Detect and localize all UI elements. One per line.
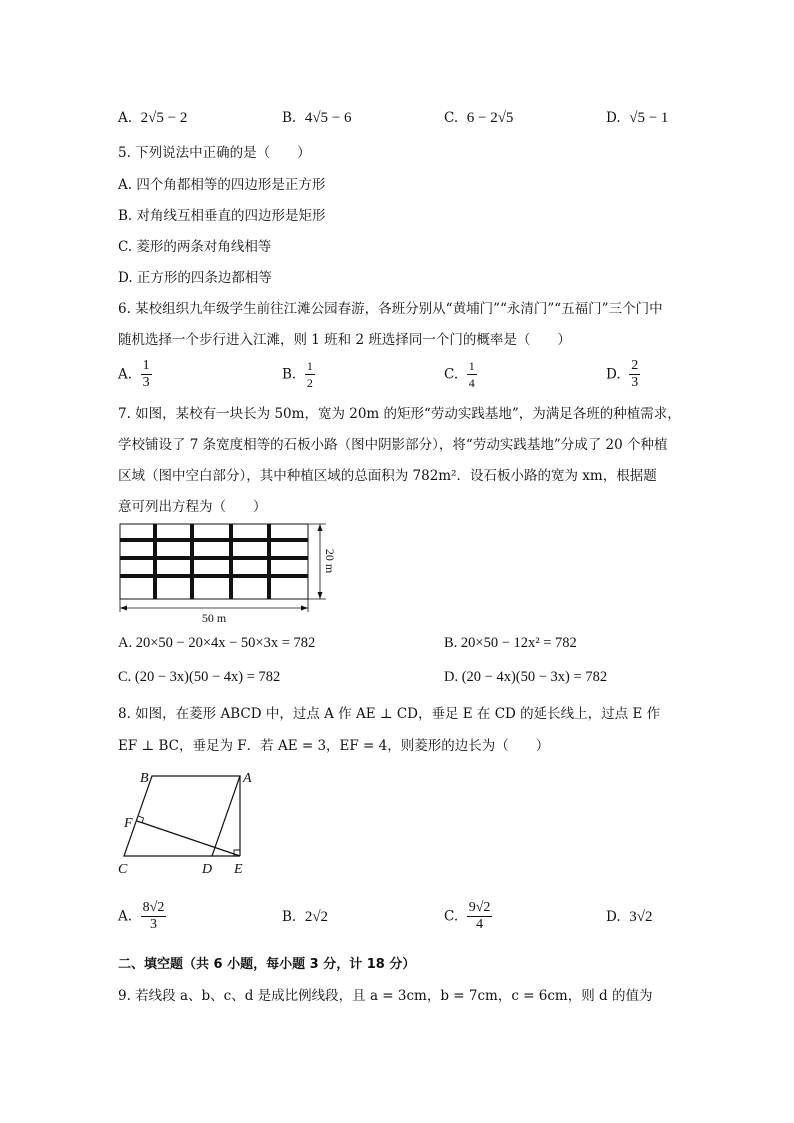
q6-option-c: C. $\frac{1}{4}$ [444,359,475,390]
q6-option-b: B. $\frac{1}{2}$ [282,359,313,390]
q4-option-a-expr: 2√5 − 2 [140,110,188,126]
q7-stem-line2: 学校铺设了 7 条宽度相等的石板小路（图中阴影部分），将“劳动实践基地”分成了 20 个种植 [118,437,668,453]
q8-label-e: E [234,862,243,877]
q7-option-d: D. (20 − 4x)(50 − 3x) = 782 [444,669,608,685]
q7-grid-figure [112,518,342,628]
q5-option-d: D. 正方形的四条边都相等 [118,270,272,286]
q7-path-horizontal-1 [120,538,308,542]
q4-option-d: D. √5 − 1 [606,110,669,126]
q8-option-c-fraction: $\frac{9√2}{4}$ [468,900,491,932]
q7-width-label: 50 m [201,611,227,625]
q8-label-a: A [243,771,252,786]
q4-option-a: A. 2√5 − 2 [118,110,188,126]
q8-option-b-expr: 2√2 [304,909,329,925]
q5-stem: 5. 下列说法中正确的是（ ） [118,145,311,161]
q8-label-f: F [124,816,133,831]
q6-option-b-fraction: $\frac{1}{2}$ [306,359,313,390]
q8-label-d: D [202,862,213,877]
q8-stem-line1: 8. 如图，在菱形 ABCD 中，过点 A 作 AE ⊥ CD，垂足 E 在 CD 的延长线上，过点 E 作 [118,706,661,722]
q6-option-d-fraction: $\frac{2}{3}$ [631,358,639,390]
q7-path-vertical-2 [190,524,194,599]
q8-option-d: D. 3√2 [606,909,653,925]
q4-option-d-expr: √5 − 1 [629,110,669,126]
q8-option-a: A. $\frac{8√2}{3}$ [118,900,165,932]
q7-option-a: A. 20×50 − 20×4x − 50×3x = 782 [118,635,316,651]
q6-stem-line1: 6. 某校组织九年级学生前往江滩公园春游，各班分别从“黄埔门”“永清门”“五福门”三个门中 [118,301,663,317]
q7-stem-line3: 区域（图中空白部分），其中种植区域的总面积为 782m²．设石板小路的宽为 xm，根据题 [118,468,657,484]
q8-option-c: C. $\frac{9√2}{4}$ [444,900,491,932]
q7-path-horizontal-3 [120,574,308,578]
q9-stem: 9. 若线段 a、b、c、d 是成比例线段，且 a = 3cm，b = 7cm，c = 6cm，则 d 的值为 [118,988,653,1004]
q4-option-b-expr: 4√5 − 6 [304,110,352,126]
q6-option-a-fraction: $\frac{1}{3}$ [142,358,150,390]
q4-option-c-expr: 6 − 2√5 [466,110,514,126]
q6-option-c-fraction: $\frac{1}{4}$ [468,359,475,390]
q4-option-c: C. 6 − 2√5 [444,110,514,126]
q8-option-d-expr: 3√2 [629,909,653,925]
q7-path-vertical-1 [153,524,157,599]
q8-stem-line2: EF ⊥ BC，垂足为 F．若 AE = 3，EF = 4，则菱形的边长为（ ） [118,738,550,754]
q5-option-a: A. 四个角都相等的四边形是正方形 [118,177,326,193]
q4-option-b: B. 4√5 − 6 [282,110,352,126]
q7-path-vertical-3 [229,524,233,599]
q8-segment-ef [137,821,240,856]
q8-option-a-fraction: $\frac{8√2}{3}$ [142,900,165,932]
q6-option-a: A. $\frac{1}{3}$ [118,358,150,390]
q5-option-c: C. 菱形的两条对角线相等 [118,239,272,255]
q7-height-label: 20 m [323,548,337,574]
q7-path-vertical-4 [267,524,271,599]
q5-option-b: B. 对角线互相垂直的四边形是矩形 [118,208,326,224]
q8-option-b: B. 2√2 [282,909,329,925]
q7-option-c: C. (20 − 3x)(50 − 4x) = 782 [118,669,281,685]
q7-option-b: B. 20×50 − 12x² = 782 [444,635,577,651]
q6-option-d: D. $\frac{2}{3}$ [606,358,639,390]
q7-field-outline [120,524,308,599]
q6-stem-line2: 随机选择一个步行进入江滩，则 1 班和 2 班选择同一个门的概率是（ ） [118,332,571,348]
q8-rhombus-abcd [124,776,240,856]
q8-label-c: C [118,862,128,877]
q8-rhombus-figure [112,764,262,880]
q7-stem-line1: 7. 如图，某校有一块长为 50m，宽为 20m 的矩形“劳动实践基地”，为满足各班的种植需求， [118,406,681,422]
q8-label-b: B [140,771,149,786]
section-2-heading: 二、填空题（共 6 小题，每小题 3 分，计 18 分） [118,957,416,972]
q7-stem-line4: 意可列出方程为（ ） [118,499,267,515]
q7-path-horizontal-2 [120,556,308,560]
